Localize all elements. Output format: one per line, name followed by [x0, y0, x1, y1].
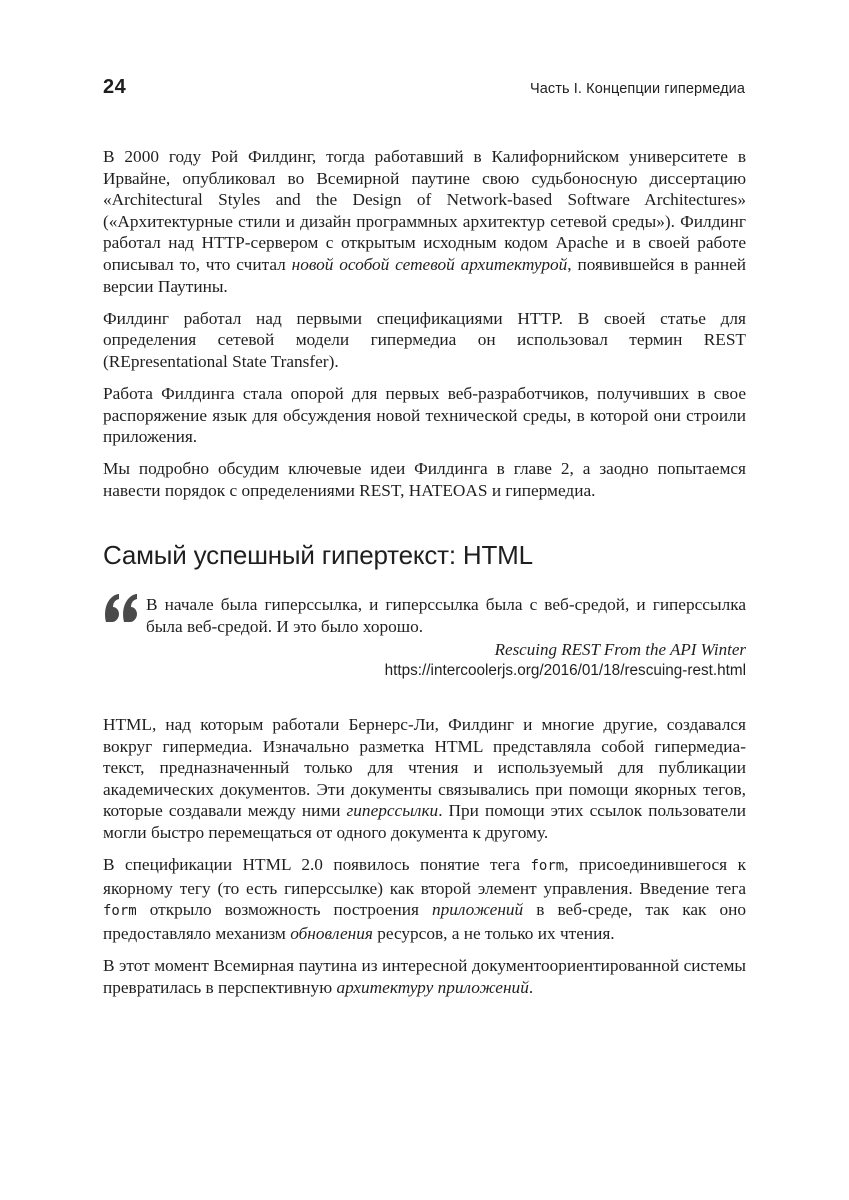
intro-section: [103, 146, 746, 512]
page-number: 24: [103, 76, 127, 98]
paragraph-text: , появившейся в ранней версии Паутины.: [103, 254, 746, 296]
paragraph: Филдинг работал над первыми спецификациями HTTP. В своей статье для определения сетевой модели гипермедиа он использовал термин REST (REpresentational State Transfer).: [103, 308, 746, 371]
quote-text: В начале была гиперссылка, и гиперссылка была с веб-средой, и гиперссылка была веб-средой. И это было хорошо.: [146, 595, 746, 636]
paragraph-text: .: [528, 977, 534, 997]
paragraph: Работа Филдинга стала опорой для первых веб-разработчиков, получивших в свое распоряжение язык для обсуждения новой технической среды, в которой они строили приложения.: [103, 383, 746, 447]
paragraph: [103, 714, 746, 844]
emphasis: гиперссылки: [346, 801, 439, 821]
paragraph-text: . При помощи этих ссылок пользователи могли быстро перемещаться от одного документа к другому.: [103, 801, 747, 842]
section-heading: Самый успешный гипертекст: HTML: [103, 540, 533, 570]
paragraph: Мы подробно обсудим ключевые идеи Филдинга в главе 2, а заодно попытаемся навести порядок с определениями REST, HATEOAS и гипермедиа.: [103, 459, 746, 500]
quote-mark-icon: [103, 590, 139, 624]
emphasis: новой особой сетевой архитектурой: [291, 254, 568, 274]
paragraph: [103, 854, 746, 944]
inline-code: form: [530, 858, 565, 875]
page-header: [103, 74, 745, 102]
paragraph-text: , присоединившегося к якорному тегу (то есть гиперссылке) как второй элемент управления. Введение тега: [103, 855, 746, 898]
paragraph-text: В этот момент Всемирная паутина из интересной документоориентированной системы превратилась в перспективную: [103, 955, 746, 997]
emphasis: приложений: [431, 900, 524, 920]
quote-url: https://intercoolerjs.org/2016/01/18/rescuing-rest.html: [384, 662, 746, 680]
running-head: Часть I. Концепции гипермедиа: [529, 81, 745, 97]
html-section-body: [103, 714, 746, 1009]
paragraph-text: В спецификации HTML 2.0 появилось понятие тега: [103, 855, 531, 875]
paragraph-text: HTML, над которым работали Бернерс-Ли, Филдинг и многие другие, создавался вокруг гипермедиа. Изначально разметка HTML представляла собой гипермедиа-текст, предназначенный только для чтения и используемый для публикации академических документов. Эти документы связывались при помощи якорных тегов, которые создавали между ними: [103, 715, 746, 821]
paragraph: [103, 955, 746, 998]
paragraph-text: ресурсов, а не только их чтения.: [372, 923, 615, 943]
paragraph-text: открыло возможность построения: [136, 900, 432, 920]
paragraph: [103, 146, 746, 297]
paragraph-text: в веб-среде, так как оно предоставляло механизм: [103, 900, 746, 943]
paragraph-text: В 2000 году Рой Филдинг, тогда работавший в Калифорнийском университете в Ирвайне, опубликовал во Всемирной паутине свою судьбоносную диссертацию «Architectural Styles and the Design of Network-based Software Architectures» («Архитектурные стили и дизайн программных архитектур сетевой среды»). Филдинг работал над HTTP-сервером с открытым исходным кодом Apache и в своей работе описывал то, что считал: [103, 147, 746, 274]
emphasis: архитектуру приложений: [336, 977, 529, 997]
quote-source: Rescuing REST From the API Winter: [494, 640, 746, 660]
inline-code: form: [103, 903, 137, 920]
epigraph: [103, 594, 746, 681]
emphasis: обновления: [290, 923, 373, 943]
